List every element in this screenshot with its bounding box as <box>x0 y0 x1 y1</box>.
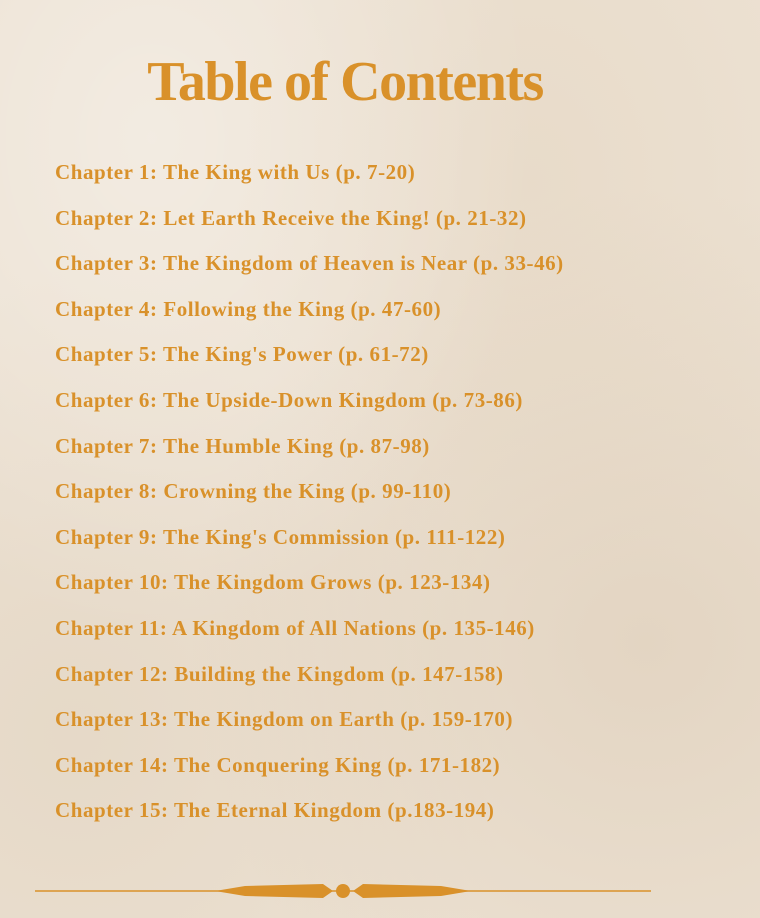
page-title: Table of Contents <box>147 51 543 113</box>
chapter-item-9[interactable]: Chapter 9: The King's Commission (p. 111-122) <box>55 524 506 549</box>
chapter-item-8[interactable]: Chapter 8: Crowning the King (p. 99-110) <box>55 479 452 504</box>
chapter-item-6[interactable]: Chapter 6: The Upside-Down Kingdom (p. 73-86) <box>55 387 523 412</box>
chapter-item-7[interactable]: Chapter 7: The Humble King (p. 87-98) <box>55 433 430 458</box>
chapter-item-4[interactable]: Chapter 4: Following the King (p. 47-60) <box>55 296 442 321</box>
chapter-item-2[interactable]: Chapter 2: Let Earth Receive the King! (p. 21-32) <box>55 205 527 230</box>
chapter-item-11[interactable]: Chapter 11: A Kingdom of All Nations (p. 135-146) <box>55 615 535 640</box>
chapter-item-1[interactable]: Chapter 1: The King with Us (p. 7-20) <box>55 160 416 184</box>
divider-ornament-icon <box>35 876 651 906</box>
chapter-item-13[interactable]: Chapter 13: The Kingdom on Earth (p. 159-170) <box>55 707 514 732</box>
chapter-item-3[interactable]: Chapter 3: The Kingdom of Heaven is Near (p. 33-46) <box>55 251 564 276</box>
chapter-item-15[interactable]: Chapter 15: The Eternal Kingdom (p.183-194) <box>55 798 495 823</box>
chapter-item-10[interactable]: Chapter 10: The Kingdom Grows (p. 123-134) <box>55 570 491 595</box>
chapter-item-12[interactable]: Chapter 12: Building the Kingdom (p. 147-158) <box>55 661 504 686</box>
chapter-list <box>55 150 564 834</box>
chapter-item-5[interactable]: Chapter 5: The King's Power (p. 61-72) <box>55 342 429 367</box>
chapter-item-14[interactable]: Chapter 14: The Conquering King (p. 171-182) <box>55 752 501 777</box>
